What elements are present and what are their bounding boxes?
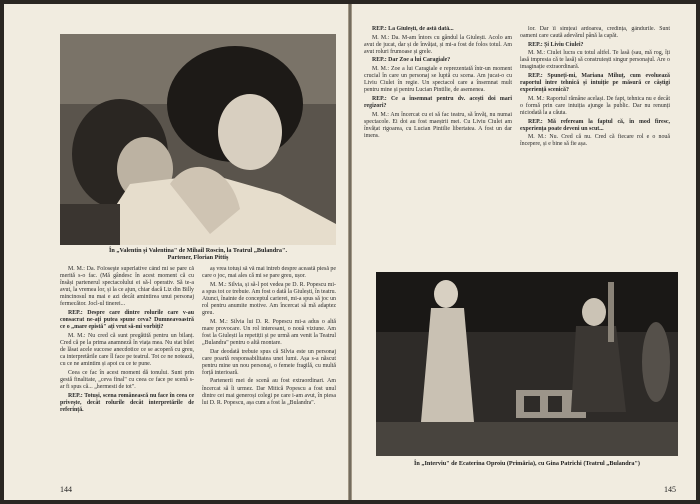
right-photo-caption: În „Interviu" de Ecaterina Oproiu (Primăria), cu Gina Patrichi (Teatrul „Bulandra") bbox=[413, 460, 640, 467]
question: REP.: Mă refeream la faptul că, în mod firesc, experiența poate deveni un scut... bbox=[520, 118, 670, 132]
paragraph: M. M.: Raportul rămâne același. De fapt, tehnica nu e decât o formă prin care intuiția ajunge la public. Dar nu renunți niciodată la a căuta. bbox=[520, 95, 670, 117]
page-number-left: 144 bbox=[60, 485, 72, 494]
question: REP.: Și Liviu Ciulei? bbox=[528, 41, 584, 48]
paragraph: M. M.: Zoe a lui Caragiale e reprezentată într-un moment crucial în care un personaj se luptă cu scena. Am jucat-o cu Liviu Ciulei în regie. Un spectacol care a însemnat mult pentru mine și pentru Lucian Pintilie, de asemenea. bbox=[364, 65, 512, 94]
left-column-1 bbox=[60, 266, 194, 484]
paragraph: M. M.: Nu cred că sunt pregătită pentru un bilanț. Cred că pe la prima anamneză în viața mea. Nu stat bilet de lăsat acele succese anecdotice ce se acoperă cu greu, ca interpretările care îl face pe teatrul. Tot ce ne notează, cu ce ne amintim și apoi cu ce te pune. bbox=[60, 332, 194, 368]
question: REP.: Dar Zoe a lui Caragiale? bbox=[372, 57, 451, 64]
paragraph: M. M.: Silvia lui D. R. Popescu mi-a adus o altă mare provocare. Un rol interesant, o nouă viziune. Am fost la Giulești la repetiții și pe urmă am venit la Teatrul „Bulandra" pentru o altă montare. bbox=[202, 318, 336, 346]
question: REP.: Despre care dintre rolurile care v-au consacrat ne-ați putea spune ceva? Dumneavoastră ce o „mare epistă" ați vrut să-mi vorbiți? bbox=[60, 310, 194, 331]
paragraph: Dar deodată trebuie spus că Silvia este un personaj care poartă responsabilitatea unei lumi. Așa s-a născut pentru mine un nou personaj, o femeie fragilă, cu multă forță interioară. bbox=[202, 348, 336, 376]
book-spread bbox=[4, 4, 696, 500]
paragraph: M. M.: Da. Foloseşte superlative când mi se pare că merită s-o fac. (Mă gândesc în acest moment că cu însăși partenerul spectacolului ei să-l operativ. Să te-a avut, la vremea lor, și la ce ajun, chiar dacă Liz din Billy mincinosul nu mai e azi decât amintirea unui personaj fermecător. Jocl-ul tinerei... bbox=[60, 266, 194, 308]
photo-image bbox=[60, 34, 336, 245]
question: REP.: Totuși, scena românească nu face în ceea ce priveşte, decât rolurile decât interpretările de referință. bbox=[60, 392, 194, 413]
page-number-right: 145 bbox=[664, 485, 676, 494]
question: REP.: Ce a însemnat pentru dv. acești doi mari regizori? bbox=[364, 95, 512, 109]
question: REP.: Spuneți-mi, Mariana Mihuț, cum evoluează raportul între tehnică și intuiție pe măsură ce câștigi experiență scenică? bbox=[520, 73, 670, 94]
photo-interviu bbox=[376, 272, 678, 456]
right-column-2 bbox=[520, 26, 670, 266]
caption-line-1: În „Valentin și Valentina" de Mihail Roscin, la Teatrul „Bulandra". bbox=[108, 247, 288, 254]
paragraph: M. M.: Silvia, și să-l pot vedea pe D. R. Popescu mi-a spus tot ce trebuie. Am fost o dată la Giulești, în teatru. Atunci, înainte de conceptul carierei, mi-a spus să joc un rol pentru anumite motive. Am încercat să mă adaptez greu. bbox=[202, 281, 336, 317]
paragraph: lor. Dar îi simțeai ardoarea, credința, gândurile. Sunt oameni care caută adevărul până la capăt. bbox=[520, 26, 670, 40]
paragraph: Partenerii mei de scenă au fost extraordinari. Am încercat să îi urmez. Dar Mitică Popescu a fost unul dintre cei mai generoși colegi pe care i-am avut, în piesa lui D. R. Popescu, așa cum a fost la „Bulandra". bbox=[202, 378, 336, 406]
paragraph: M. M.: Ciulei lucra cu totul altfel. Te lasă (sau, mă rog, îți lasă impresia că te lasă) să construiești singur personajul. Are o imaginație extraordinară. bbox=[520, 50, 670, 71]
left-page bbox=[4, 4, 348, 500]
left-column-2 bbox=[202, 266, 336, 484]
paragraph: aș vrea totuși să vă mai întreb despre această piesă pe care o joc, mai ales că mi se pare greu, ușor. bbox=[202, 266, 336, 280]
paragraph: M. M.: Da. M-am întors cu gândul la Giulești. Acolo am avut de jucat, dar și de învățat, și mi-a fost de folos totul. Am avut roluri frumoase și grele. bbox=[364, 34, 512, 55]
paragraph: M. M.: Nu. Cred că nu. Cred că fiecare rol e o nouă începere, și e bine să fie așa. bbox=[520, 134, 670, 148]
right-page bbox=[352, 4, 696, 500]
caption-line-2: Partener, Florian Pittiș bbox=[167, 254, 229, 262]
right-column-1 bbox=[364, 26, 512, 266]
paragraph: M. M.: Am încercat cu ei să fac teatru, să învăț, nu numai spectacole. Ei doi au fost maeștrii mei. Cu Liviu Ciulei am învățat rigoarea, cu Lucian Pintilie libertatea. A fost un dar imens. bbox=[364, 111, 512, 139]
left-photo-caption bbox=[60, 247, 336, 262]
paragraph: Ceea ce fac în acest moment dă tonului. Sunt prin gestă finalitate, „ceva final" cu ceea ce face pe scenă s-ar fi spus că... „hermesti de tot". bbox=[60, 369, 194, 390]
question: REP.: La Giulești, de astă dată... bbox=[372, 26, 454, 32]
photo-valentin-valentina bbox=[60, 34, 336, 245]
photo-image bbox=[376, 272, 678, 456]
